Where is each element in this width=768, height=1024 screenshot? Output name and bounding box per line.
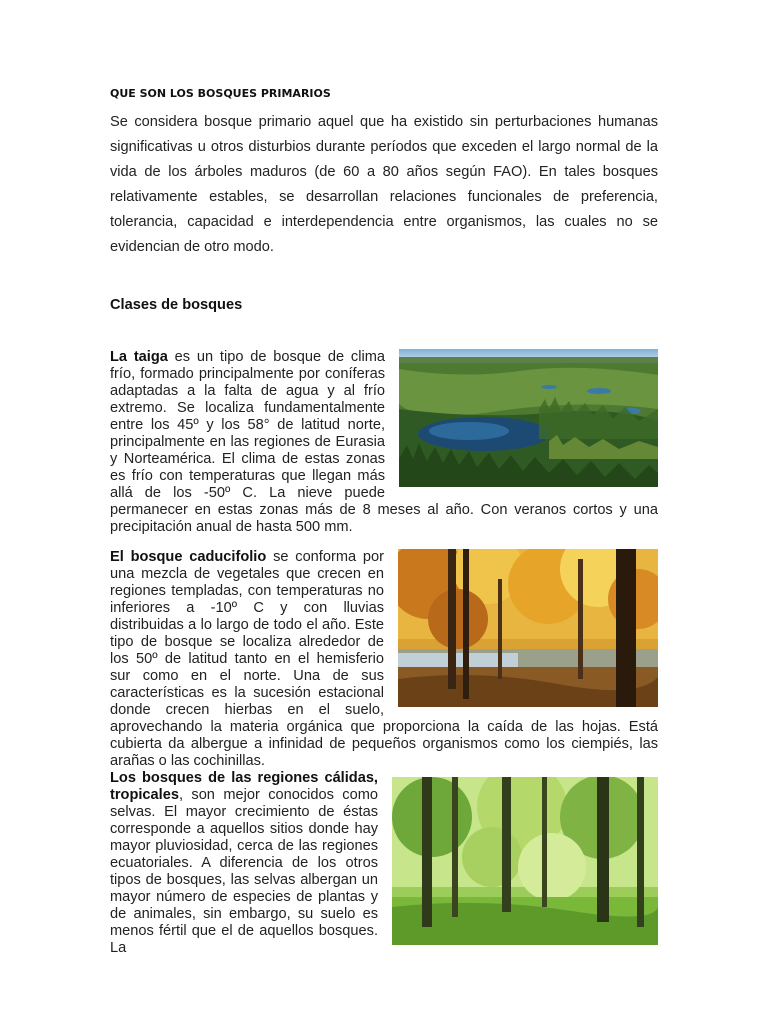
page-heading: QUE SON LOS BOSQUES PRIMARIOS: [110, 87, 331, 100]
section-title: Clases de bosques: [110, 297, 243, 313]
tropicales-paragraph: [110, 770, 658, 957]
taiga-term: La taiga: [110, 349, 168, 365]
taiga-photo: [399, 349, 658, 487]
tropicales-text: , son mejor conocidos como selvas. El mayor crecimiento de éstas corresponde a aquellos sitios donde hay mayor pluviosidad, cerca de las regiones ecuatoriales. A diferencia de los otros tipos de bosques, las selvas albergan un mayor número de especies de plantas y de animales, sin embargo, su suelo es menos fértil que el de aquellos bosques. La: [110, 787, 378, 956]
tropicales-term: Los bosques de las regiones cálidas, tropicales: [110, 770, 378, 803]
caducifolio-paragraph: [110, 549, 658, 770]
taiga-text: es un tipo de bosque de clima frío, formado principalmente por coníferas adaptadas a la falta de agua y al frío extremo. Se localiza fundamentalmente entre los 45º y los 58° de latitud norte, principalmente en las regiones de Eurasia y Norteamérica. El clima de estas zonas es frío con temperaturas que llegan más allá de los -50º C. La nieve puede permanecer en estas zonas más de 8 meses al año. Con veranos cortos y una precipitación anual de hasta 500 mm.: [110, 349, 658, 535]
intro-paragraph: Se considera bosque primario aquel que ha existido sin perturbaciones humanas significativas u otros disturbios durante períodos que exceden el largo normal de la vida de los árboles maduros (de 60 a 80 años según FAO). En tales bosques relativamente estables, se desarrollan relaciones funcionales de preferencia, tolerancia, capacidad e interdependencia entre organismos, las cuales no se evidencian de otro modo.: [110, 114, 658, 255]
caducifolio-photo: [398, 549, 658, 707]
caducifolio-term: El bosque caducifolio: [110, 549, 267, 565]
tropical-photo: [392, 777, 658, 945]
caducifolio-text: se conforma por una mezcla de vegetales que crecen en regiones templadas, con temperaturas no inferiores a -10º C y con lluvias distribuidas a lo largo de todo el año. Este tipo de bosque se localiza alrededor de los 50º de latitud tanto en el hemisferio sur como en el norte. Una de sus características es la sucesión estacional donde crecen hierbas en el suelo, aprovechando la materia orgánica que proporciona la caída de las hojas. Está cubierta da albergue a infinidad de pequeños organismos como los ciempiés, las arañas o las cochinillas.: [110, 549, 658, 769]
taiga-paragraph: [110, 349, 658, 536]
